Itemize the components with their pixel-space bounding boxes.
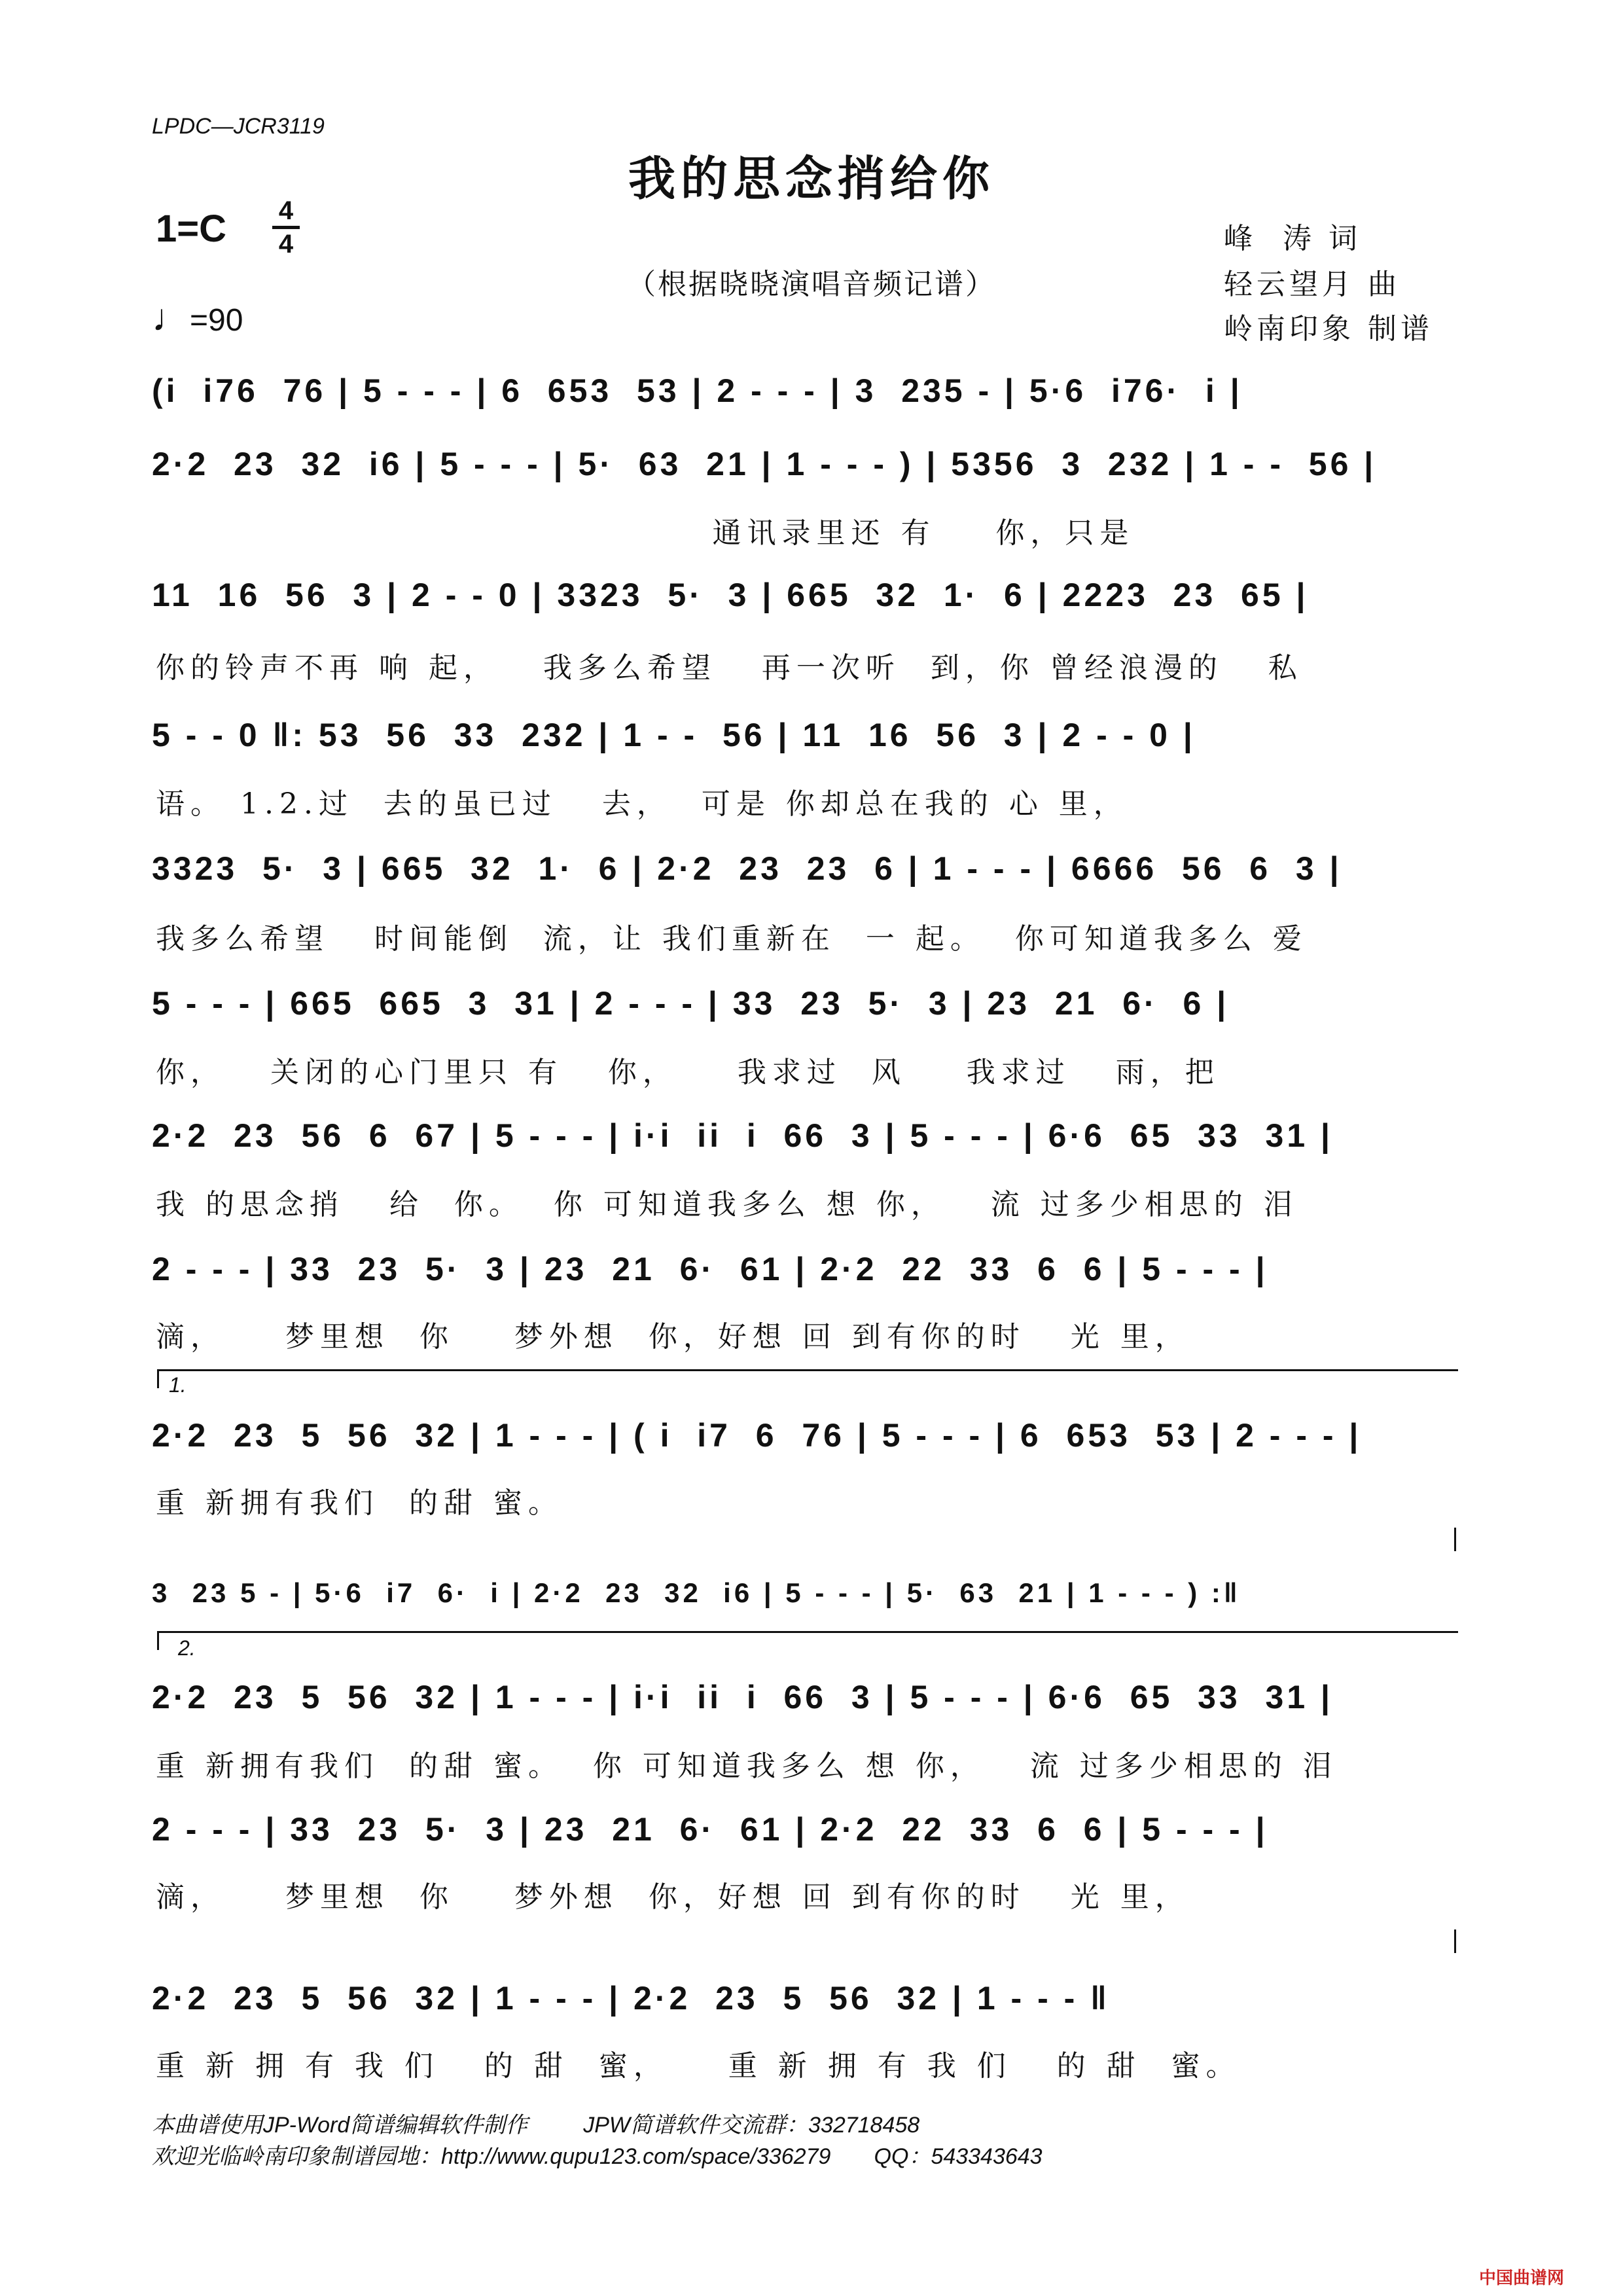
score-line-9: 2·2 23 5 56 32 | 1 - - - | ( i i7 6 76 | 5 - - - | 6 653 53 | 2 - - - | [152,1417,1362,1454]
footer-software-note: 本曲谱使用JP-Word简谱编辑软件制作 JPW简谱软件交流群：332718458 [152,2113,920,2138]
score-line-7: 2·2 23 56 6 67 | 5 - - - | i·i ii i 66 3 | 5 - - - | 6·6 65 33 31 | [152,1117,1334,1154]
tempo-value: =90 [190,303,243,338]
score-line-4: 5 - - 0 ‖: 53 56 33 232 | 1 - - 56 | 11 16 56 3 | 2 - - 0 | [152,717,1196,753]
score-line-8: 2 - - - | 33 23 5· 3 | 23 21 6· 61 | 2·2 22 33 6 6 | 5 - - - | [152,1251,1268,1287]
first-ending-end-mark [1454,1528,1456,1551]
subtitle: （根据晓晓演唱音频记谱） [627,268,996,301]
lyric-line-3: 你的铃声不再 响 起， 我多么希望 再一次听 到，你 曾经浪漫的 私 [156,651,1303,685]
lyric-line-6: 你， 关闭的心门里只 有 你， 我求过 风 我求过 雨，把 [156,1056,1220,1089]
score-line-1: (i i76 76 | 5 - - - | 6 653 53 | 2 - - - | 3 235 - | 5·6 i76· i | [152,372,1243,409]
score-line-10: 3 23 5 - | 5·6 i7 6· i | 2·2 23 32 i6 | 5 - - - | 5· 63 21 | 1 - - - ) :‖ [152,1577,1241,1608]
lyric-line-9: 重 新拥有我们 的甜 蜜。 [156,1486,563,1520]
score-line-13: 2·2 23 5 56 32 | 1 - - - | 2·2 23 5 56 32 | 1 - - - ‖ [152,1980,1111,2017]
song-title: 我的思念捎给你 [628,151,995,206]
score-line-12: 2 - - - | 33 23 5· 3 | 23 21 6· 61 | 2·2 22 33 6 6 | 5 - - - | [152,1811,1268,1848]
score-line-11: 2·2 23 5 56 32 | 1 - - - | i·i ii i 66 3 | 5 - - - | 6·6 65 33 31 | [152,1679,1334,1715]
score-code: LPDC—JCR3119 [152,114,325,139]
lyric-line-8: 滴， 梦里想 你 梦外想 你，好想 回 到有你的时 光 里， [156,1320,1190,1354]
lyric-line-2: 通讯录里还 有 你，只是 [156,516,1135,550]
first-ending-bracket [157,1369,1458,1388]
lyricist-credit: 峰 涛 词 [1224,222,1361,255]
first-ending-label: 1. [169,1373,187,1397]
footer-website-note: 欢迎光临岭南印象制谱园地：http://www.qupu123.com/space/336279 QQ：543343643 [152,2144,1043,2169]
meter-top: 4 [278,196,294,225]
lyric-line-4: 语。 1.2.过 去的虽已过 去， 可是 你却总在我的 心 里， [156,787,1128,821]
meter-bottom: 4 [278,230,294,259]
quarter-note-icon: ♩ [152,296,190,339]
key-signature: 1=C [156,207,227,250]
lyric-line-11: 重 新拥有我们 的甜 蜜。 你 可知道我多么 想 你， 流 过多少相思的 泪 [156,1749,1338,1783]
meter-divider [272,226,300,229]
lyric-line-5: 我多么希望 时间能倒 流，让 我们重新在 一 起。 你可知道我多么 爱 [156,922,1308,956]
tempo-mark [152,296,243,340]
score-line-6: 5 - - - | 665 665 3 31 | 2 - - - | 33 23 5· 3 | 23 21 6· 6 | [152,985,1230,1022]
second-ending-bracket [157,1631,1458,1650]
lyric-line-12: 滴， 梦里想 你 梦外想 你，好想 回 到有你的时 光 里， [156,1880,1190,1914]
composer-credit: 轻云望月 曲 [1224,268,1400,301]
score-line-3: 11 16 56 3 | 2 - - 0 | 3323 5· 3 | 665 32 1· 6 | 2223 23 65 | [152,577,1309,613]
time-signature [270,196,302,259]
second-ending-label: 2. [178,1636,196,1660]
score-line-5: 3323 5· 3 | 665 32 1· 6 | 2·2 23 23 6 | 1 - - - | 6666 56 6 3 | [152,850,1342,887]
watermark-logo: 中国曲谱网 [1479,2269,1565,2288]
score-line-2: 2·2 23 32 i6 | 5 - - - | 5· 63 21 | 1 - - - ) | 5356 3 232 | 1 - - 56 | [152,446,1377,482]
lyric-line-7: 我 的思念捎 给 你。 你 可知道我多么 想 你， 流 过多少相思的 泪 [156,1188,1298,1221]
lyric-line-13: 重 新 拥 有 我 们 的 甜 蜜， 重 新 拥 有 我 们 的 甜 蜜。 [156,2049,1241,2083]
arranger-credit: 岭南印象 制谱 [1224,312,1433,346]
closing-divider [1454,1929,1456,1953]
